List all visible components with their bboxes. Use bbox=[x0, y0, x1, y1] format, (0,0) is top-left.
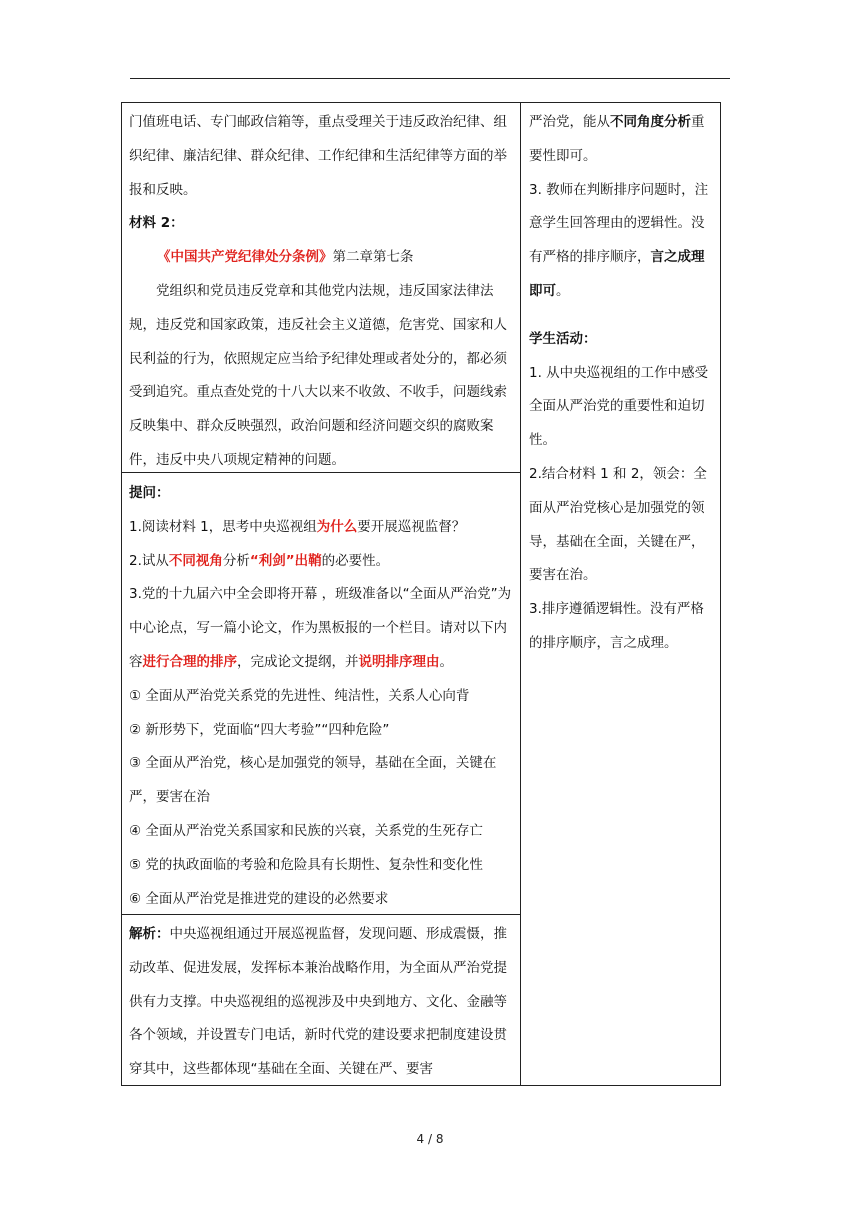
question-2 bbox=[129, 545, 513, 579]
question-3-text: 3.党的十九届六中全会即将开幕 ，班级准备以“全面从严治党”为中心论点，写一篇小论文，作为黑板报的一个栏目。请对以下内容 bbox=[129, 586, 512, 670]
question-2-text-mid: 分析 bbox=[222, 552, 250, 569]
question-3-highlight-1: 进行合理的排序 bbox=[142, 653, 237, 670]
question-2-text-end: 的必要性。 bbox=[321, 552, 390, 569]
lesson-table bbox=[121, 102, 721, 1086]
list-item: ① 全面从严治党关系党的先进性、纯洁性，关系人心向背 bbox=[129, 687, 470, 704]
analysis-text bbox=[129, 918, 513, 1087]
table-border-top bbox=[121, 102, 721, 103]
question-3 bbox=[129, 578, 513, 679]
teacher-note-2-bold: 不同角度分析 bbox=[610, 114, 691, 130]
question-1-text: 1.阅读材料 1，思考中央巡视组 bbox=[129, 518, 317, 535]
teacher-note-3 bbox=[529, 174, 715, 309]
questions-cell bbox=[129, 477, 513, 916]
list-item: ⑤ 党的执政面临的考验和危险具有长期性、复杂性和变化性 bbox=[129, 856, 483, 873]
teacher-note-2-text: 严治党，能从 bbox=[529, 114, 610, 130]
material-1-text: 门值班电话、专门邮政信箱等，重点受理关于违反政治纪律、组织纪律、廉洁纪律、群众纪律、工作纪律和生活纪律等方面的举报和反映。 bbox=[129, 114, 507, 198]
material-2-title bbox=[129, 241, 513, 275]
question-2-highlight-1: 不同视角 bbox=[168, 552, 223, 569]
question-1 bbox=[129, 511, 513, 545]
material-2-label: 材料 2： bbox=[129, 215, 184, 232]
header-rule bbox=[130, 78, 730, 79]
page-number: 4 / 8 bbox=[416, 1132, 444, 1146]
regulation-article: 第二章第七条 bbox=[332, 249, 414, 266]
notes-column bbox=[529, 106, 715, 661]
analysis-label: 解析： bbox=[129, 926, 170, 942]
student-activity-1: 1. 从中央巡视组的工作中感受全面从严治党的重要性和迫切性。 bbox=[529, 364, 709, 449]
teacher-note-2-end: 重要性即可。 bbox=[529, 114, 705, 164]
teacher-note-2 bbox=[529, 106, 715, 174]
question-1-highlight: 为什么 bbox=[316, 518, 358, 535]
material-2-text: 党组织和党员违反党章和其他党内法规，违反国家法律法规，违反党和国家政策，违反社会主义道德，危害党、国家和人民利益的行为，依照规定应当给予纪律处理或者处分的，都必须受到追究。重点查处党的十八大以来不收敛、不收手，问题线索反映集中、群众反映强烈，政治问题和经济问题交织的腐败案件，违反中央八项规定精神的问题。 bbox=[129, 282, 507, 468]
question-3-text-end: 。 bbox=[439, 653, 453, 670]
spacer bbox=[529, 309, 715, 323]
table-border-left bbox=[121, 102, 122, 1086]
teacher-note-3-end: 。 bbox=[556, 282, 570, 299]
teacher-note-3-bold: 言之成理即可 bbox=[529, 249, 705, 299]
question-3-text-mid: ，完成论文提纲，并 bbox=[237, 653, 359, 670]
list-item: ⑥ 全面从严治党是推进党的建设的必然要求 bbox=[129, 890, 389, 907]
list-item: ③ 全面从严治党，核心是加强党的领导，基础在全面，关键在严，要害在治 bbox=[129, 755, 497, 806]
question-1-text-end: 要开展巡视监督？ bbox=[357, 518, 466, 535]
teacher-note-3-text: 3. 教师在判断排序问题时，注意学生回答理由的逻辑性。没有严格的排序顺序， bbox=[529, 181, 709, 266]
student-activity-3: 3.排序遵循逻辑性。没有严格的排序顺序，言之成理。 bbox=[529, 601, 704, 651]
list-item: ② 新形势下，党面临“四大考验”“四种危险” bbox=[129, 721, 390, 738]
regulation-title: 《中国共产党纪律处分条例》 bbox=[157, 249, 333, 266]
questions-label: 提问： bbox=[129, 485, 170, 501]
analysis-cell bbox=[129, 918, 513, 1087]
analysis-body: 中央巡视组通过开展巡视监督，发现问题、形成震慑，推动改革、促进发展，发挥标本兼治战略作用，为全面从严治党提供有力支撑。中央巡视组的巡视涉及中央到地方、文化、金融等各个领域，并设置专门电话，新时代党的建设要求把制度建设贯穿其中，这些都体现“基础在全面、关键在严、要害 bbox=[129, 926, 507, 1078]
question-2-highlight-2: “利剑”出鞘 bbox=[249, 552, 322, 569]
list-item: ④ 全面从严治党关系国家和民族的兴衰，关系党的生死存亡 bbox=[129, 822, 483, 839]
student-activity-label: 学生活动： bbox=[529, 330, 597, 347]
question-2-text: 2.试从 bbox=[129, 552, 169, 569]
student-activity-2: 2.结合材料 1 和 2，领会：全面从严治党核心是加强党的领导，基础在全面，关键在严，要害在治。 bbox=[529, 465, 707, 584]
column-divider bbox=[520, 102, 521, 1086]
material-cell bbox=[129, 106, 513, 478]
question-3-highlight-2: 说明排序理由 bbox=[358, 653, 440, 670]
table-border-right bbox=[720, 102, 721, 1086]
